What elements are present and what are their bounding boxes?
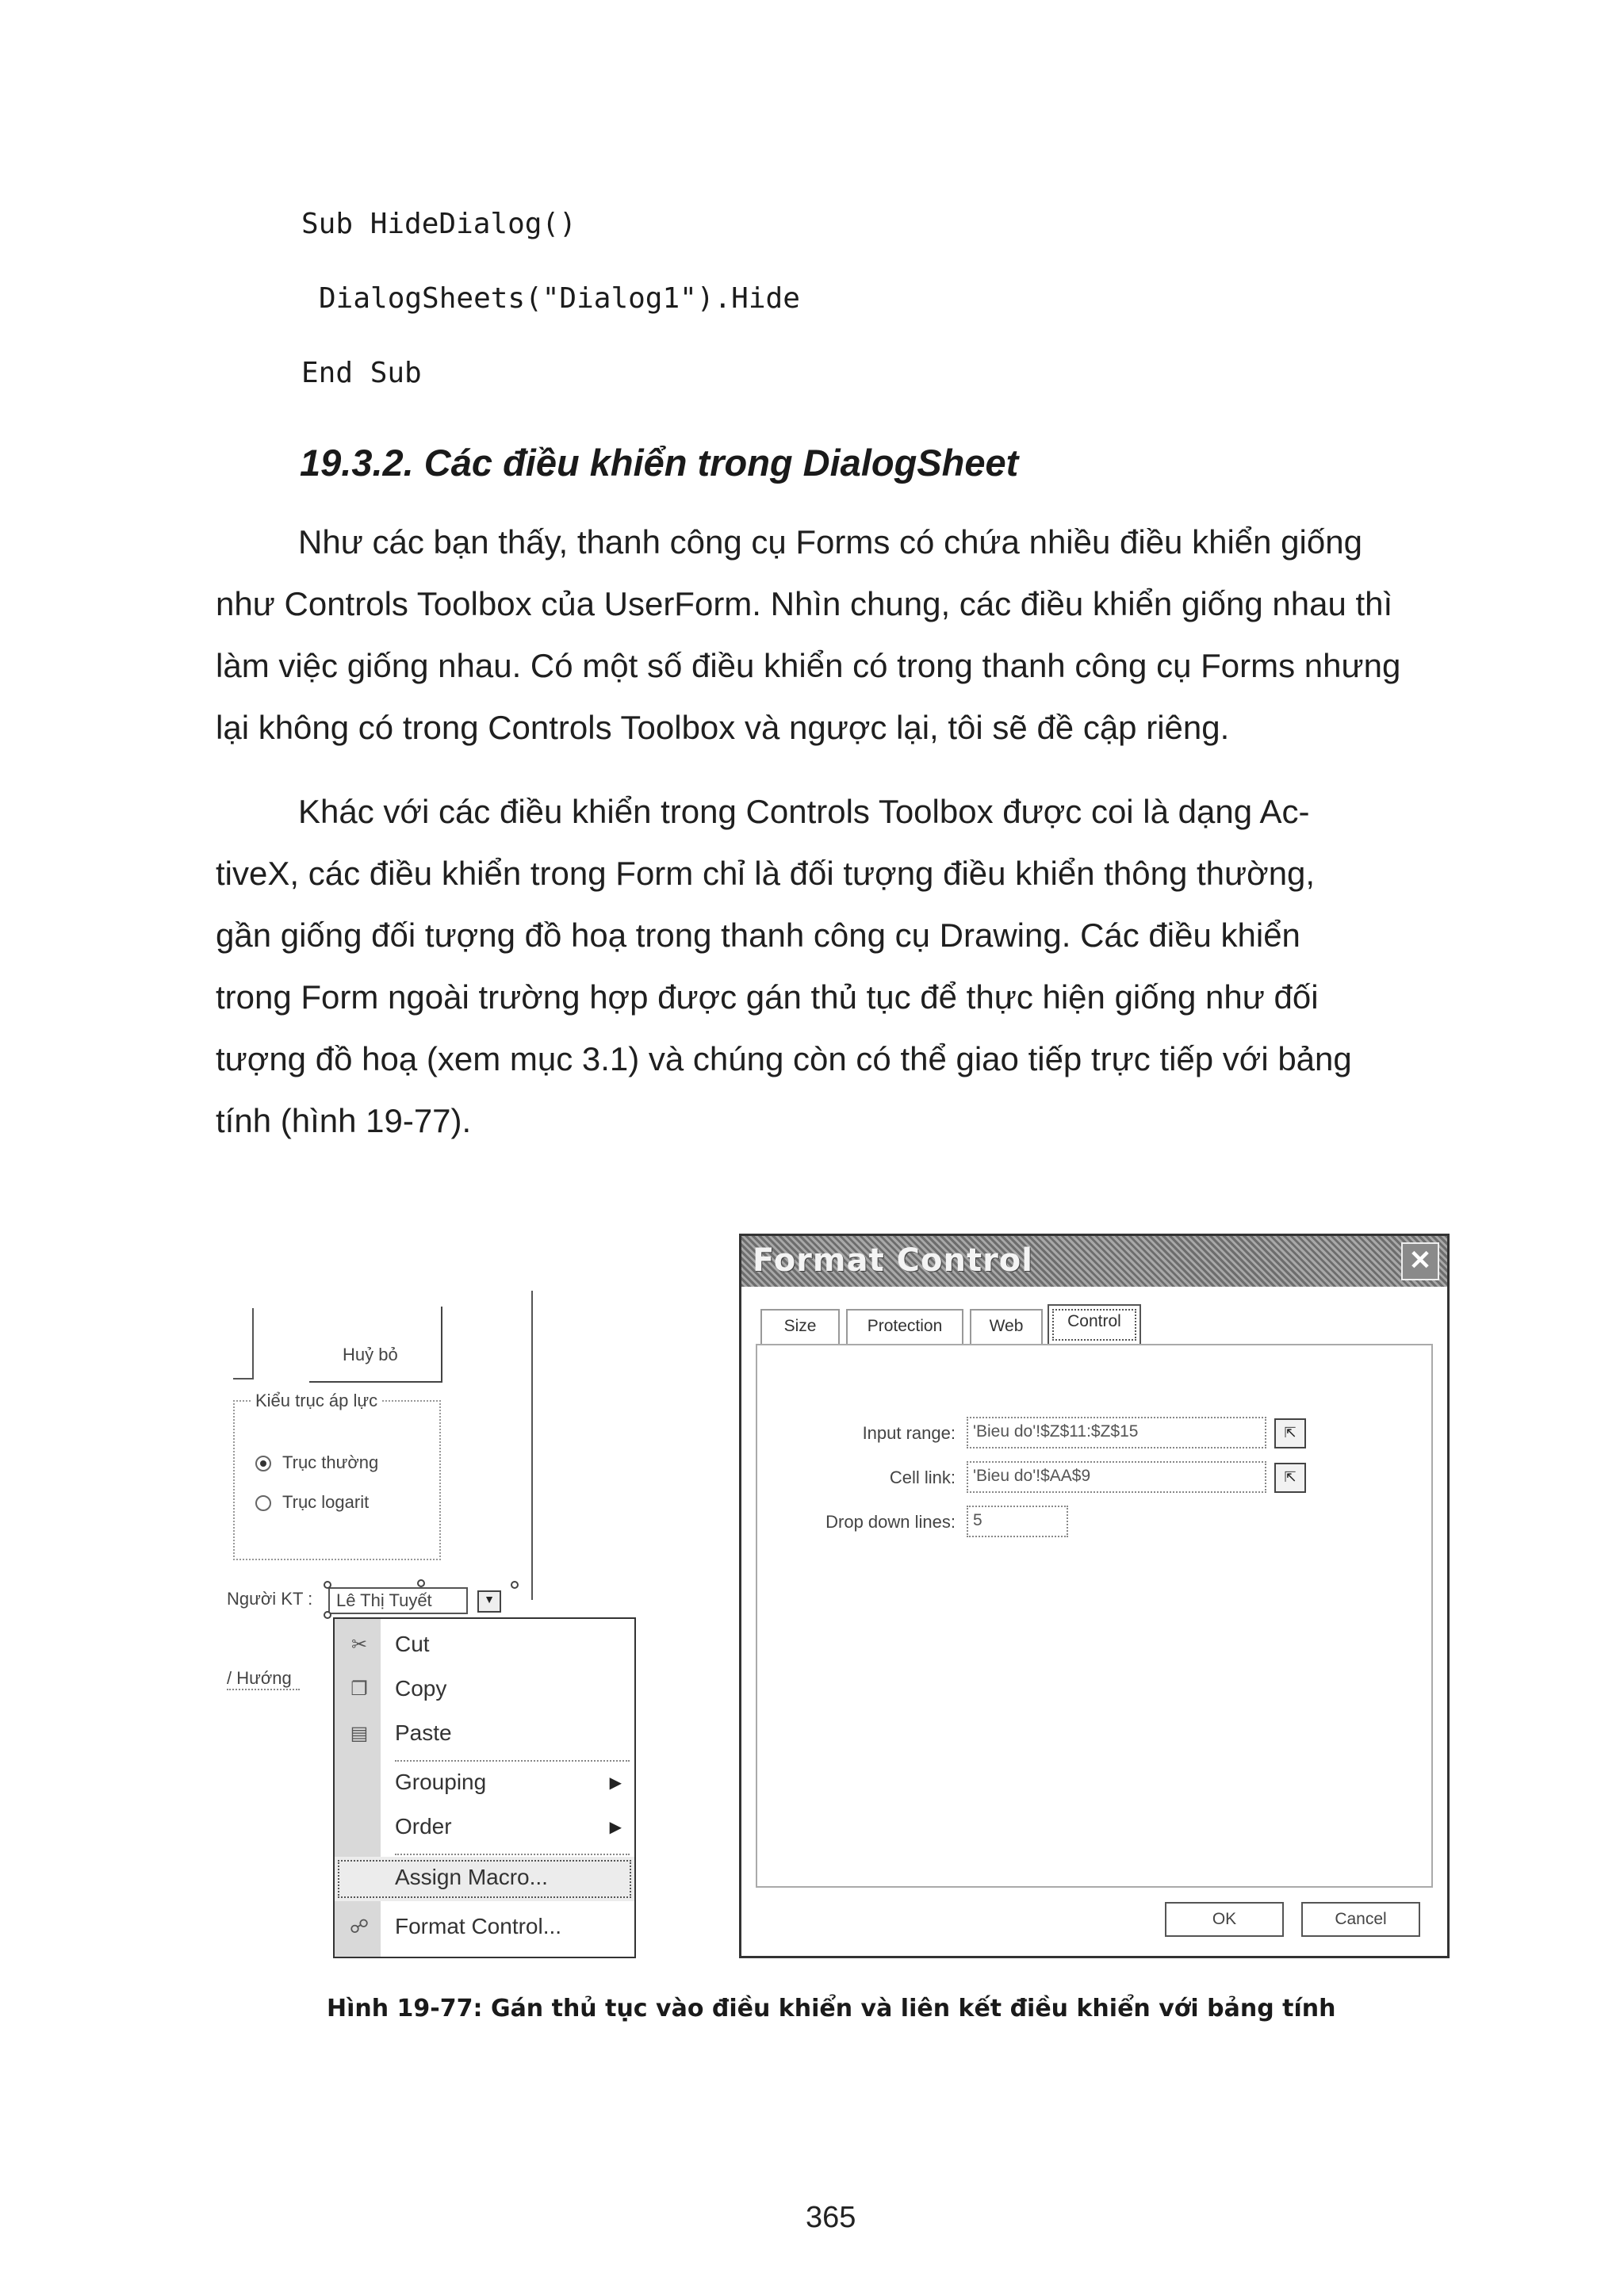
menu-item-label: Format Control...: [395, 1914, 562, 1938]
menu-item-copy[interactable]: [335, 1668, 634, 1712]
frame-line: [531, 1291, 533, 1600]
menu-item-label: Grouping: [395, 1770, 487, 1794]
cancel-dialog-button[interactable]: Cancel: [1301, 1902, 1420, 1937]
group-title: Kiểu trục áp lực: [251, 1391, 382, 1411]
selection-handle[interactable]: [417, 1579, 425, 1587]
paste-icon: ▤: [350, 1724, 369, 1744]
copy-icon: ❐: [350, 1679, 368, 1700]
tab-web[interactable]: Web: [970, 1309, 1043, 1344]
paragraph-1: [216, 523, 1469, 761]
radio-normal-axis[interactable]: [255, 1456, 271, 1471]
code-line-hide: DialogSheets("Dialog1").Hide: [319, 282, 800, 315]
inspector-label: Người KT :: [227, 1589, 313, 1609]
menu-separator: [395, 1854, 630, 1855]
cell-link-field[interactable]: 'Bieu do'!$AA$9: [967, 1461, 1266, 1493]
context-menu: [333, 1617, 636, 1958]
paragraph-2: [216, 793, 1469, 1165]
menu-item-cut[interactable]: [335, 1624, 634, 1668]
figure-caption: Hình 19-77: Gán thủ tục vào điều khiển và liên kết điều khiển với bảng tính: [327, 1995, 1336, 2022]
collapse-dialog-icon[interactable]: ⇱: [1274, 1418, 1306, 1448]
paragraph-2-line: tượng đồ hoạ (xem mục 3.1) và chúng còn có thể giao tiếp trực tiếp với bảng: [216, 1040, 1352, 1077]
axis-type-group: [233, 1391, 441, 1560]
tab-control[interactable]: Control: [1048, 1304, 1141, 1345]
cell-link-label: Cell link:: [889, 1468, 956, 1487]
menu-item-assign-macro[interactable]: [335, 1857, 634, 1901]
tab-size[interactable]: Size: [760, 1309, 840, 1344]
selection-handle[interactable]: [324, 1611, 331, 1619]
menu-item-label: Copy: [395, 1676, 447, 1701]
radio-log-axis[interactable]: [255, 1495, 271, 1511]
chevron-down-icon[interactable]: ▼: [477, 1590, 501, 1613]
frame-line: [233, 1378, 254, 1380]
paragraph-2-line: tiveX, các điều khiển trong Form chỉ là đối tượng điều khiển thông thường,: [216, 855, 1316, 892]
menu-item-label: Paste: [395, 1720, 452, 1745]
radio-normal-label: Trục thường: [282, 1452, 379, 1472]
selection-handle[interactable]: [324, 1581, 331, 1589]
paragraph-2-line: tính (hình 19-77).: [216, 1102, 472, 1139]
format-control-dialog: [739, 1234, 1450, 1958]
paragraph-1-line: lại không có trong Controls Toolbox và ngược lại, tôi sẽ đề cập riêng.: [216, 709, 1230, 746]
menu-item-grouping[interactable]: [335, 1762, 634, 1806]
collapse-dialog-icon[interactable]: ⇱: [1274, 1463, 1306, 1493]
paragraph-1-line: làm việc giống nhau. Có một số điều khiển có trong thanh công cụ Forms nhưng: [216, 647, 1401, 684]
paragraph-1-line: Như các bạn thấy, thanh công cụ Forms có chứa nhiều điều khiển giống: [298, 523, 1362, 561]
cancel-button[interactable]: [309, 1307, 442, 1383]
drop-down-lines-label: Drop down lines:: [825, 1512, 956, 1532]
dialog-title: Format Control: [753, 1242, 1033, 1279]
worksheet-figure: [222, 1284, 666, 1958]
format-control-icon: ☍: [349, 1917, 370, 1938]
direction-label: / Hướng: [227, 1668, 300, 1690]
ok-button[interactable]: OK: [1165, 1902, 1284, 1937]
frame-line: [252, 1308, 254, 1380]
submenu-arrow-icon: ▶: [609, 1774, 622, 1792]
control-tab-panel: [756, 1344, 1433, 1888]
dialog-titlebar[interactable]: [741, 1236, 1447, 1287]
submenu-arrow-icon: ▶: [609, 1819, 622, 1836]
paragraph-2-line: Khác với các điều khiển trong Controls Toolbox được coi là dạng Ac-: [298, 793, 1310, 830]
menu-item-label: Assign Macro...: [395, 1865, 548, 1889]
input-range-label: Input range:: [862, 1423, 956, 1443]
menu-item-format-control[interactable]: [335, 1906, 634, 1950]
cancel-button-label: Huỷ bỏ: [343, 1345, 398, 1364]
inspector-combo[interactable]: [328, 1587, 468, 1614]
radio-log-label: Trục logarit: [282, 1492, 370, 1512]
paragraph-1-line: như Controls Toolbox của UserForm. Nhìn chung, các điều khiển giống nhau thì: [216, 585, 1393, 622]
selection-handle[interactable]: [511, 1581, 519, 1589]
menu-item-order[interactable]: [335, 1806, 634, 1850]
drop-down-lines-field[interactable]: 5: [967, 1506, 1068, 1537]
tab-protection[interactable]: Protection: [846, 1309, 963, 1344]
menu-item-paste[interactable]: [335, 1712, 634, 1757]
code-line-sub: Sub HideDialog(): [301, 208, 576, 240]
input-range-field[interactable]: 'Bieu do'!$Z$11:$Z$15: [967, 1417, 1266, 1448]
menu-item-label: Order: [395, 1814, 452, 1839]
paragraph-2-line: trong Form ngoài trường hợp được gán thủ tục để thực hiện giống như đối: [216, 978, 1319, 1016]
page-number: 365: [806, 2201, 856, 2234]
menu-item-label: Cut: [395, 1632, 430, 1656]
inspector-value: Lê Thị Tuyết: [336, 1590, 432, 1610]
code-line-endsub: End Sub: [301, 357, 422, 389]
scissors-icon: ✂: [350, 1635, 368, 1655]
paragraph-2-line: gần giống đối tượng đồ hoạ trong thanh công cụ Drawing. Các điều khiển: [216, 916, 1300, 954]
close-icon[interactable]: ✕: [1401, 1242, 1439, 1280]
section-heading: 19.3.2. Các điều khiển trong DialogSheet: [300, 442, 1019, 484]
